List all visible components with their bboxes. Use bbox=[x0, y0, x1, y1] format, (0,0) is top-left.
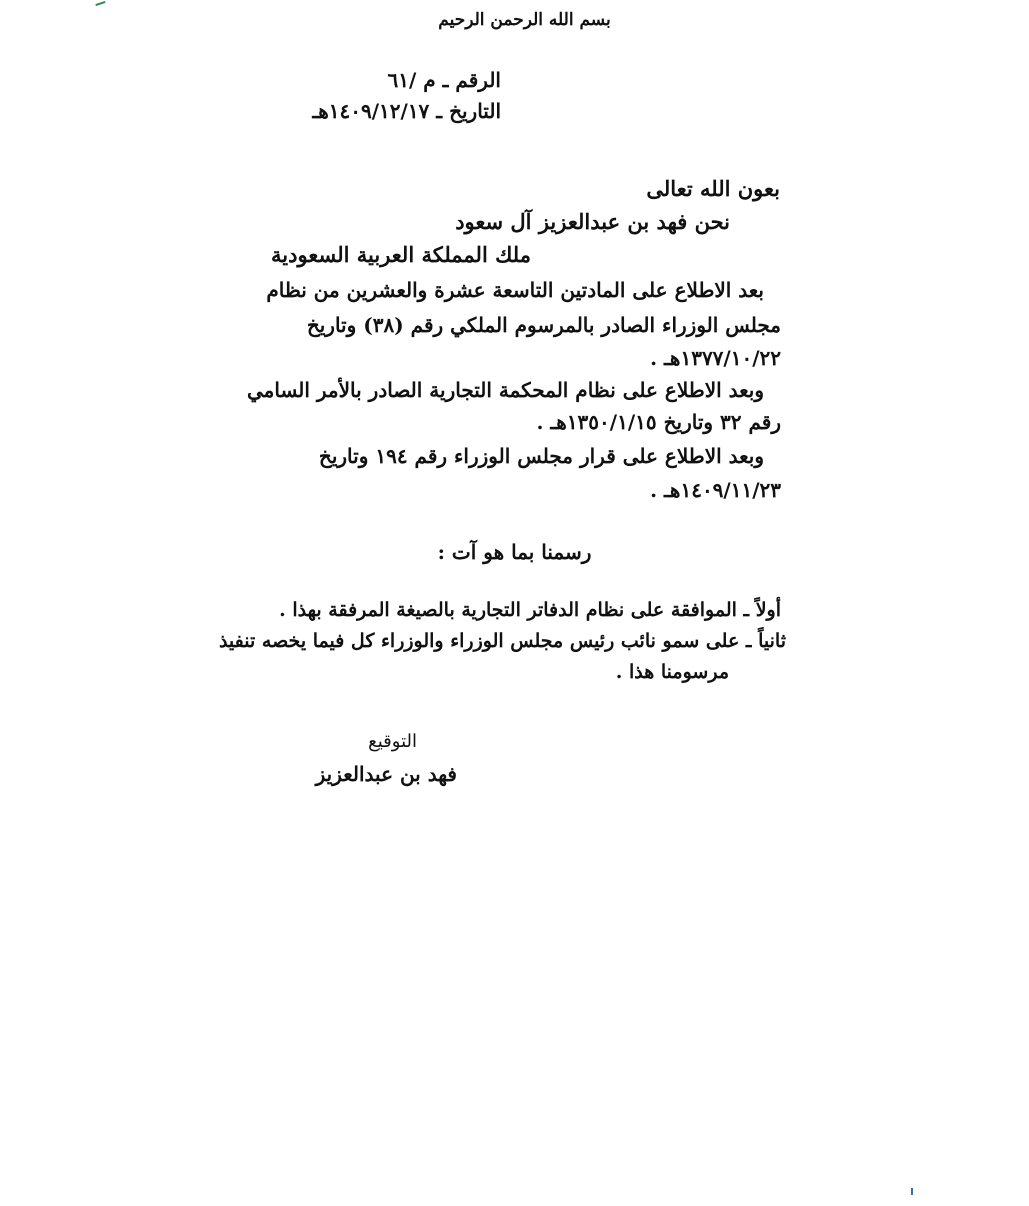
preamble-line: رقم ٣٢ وتاريخ ١٣٥٠/١/١٥هـ . bbox=[536, 410, 781, 434]
decree-heading: رسمنا بما هو آت : bbox=[437, 540, 592, 564]
preamble-line: ١٤٠٩/١١/٢٣هـ . bbox=[650, 478, 781, 502]
header-line-2: نحن فهد بن عبدالعزيز آل سعود bbox=[455, 209, 730, 234]
decree-item: أولاً ـ الموافقة على نظام الدفاتر التجارية بالصيغة المرفقة بهذا . bbox=[279, 599, 781, 621]
preamble-line: وبعد الاطلاع على نظام المحكمة التجارية الصادر بالأمر السامي bbox=[246, 378, 764, 402]
decree-item: مرسومنا هذا . bbox=[615, 661, 729, 683]
preamble-line: وبعد الاطلاع على قرار مجلس الوزراء رقم ١٩٤ وتاريخ bbox=[318, 444, 764, 468]
signature-label: التوقيع bbox=[368, 731, 417, 752]
header-line-3: ملك المملكة العربية السعودية bbox=[271, 242, 531, 267]
preamble-line: مجلس الوزراء الصادر بالمرسوم الملكي رقم (٣٨) وتاريخ bbox=[306, 313, 781, 337]
scan-speck bbox=[911, 1188, 913, 1195]
corner-mark bbox=[94, 0, 105, 6]
reference-number: الرقم ـ م /٦١ bbox=[387, 68, 501, 92]
preamble-line: بعد الاطلاع على المادتين التاسعة عشرة والعشرين من نظام bbox=[266, 278, 764, 302]
preamble-line: ١٣٧٧/١٠/٢٢هـ . bbox=[650, 346, 781, 370]
decree-item: ثانياً ـ على سمو نائب رئيس مجلس الوزراء والوزراء كل فيما يخصه تنفيذ bbox=[218, 630, 786, 652]
reference-date: التاريخ ـ ١٤٠٩/١٢/١٧هـ bbox=[312, 99, 501, 123]
basmala: بسم الله الرحمن الرحيم bbox=[438, 10, 611, 30]
header-line-1: بعون الله تعالى bbox=[646, 176, 780, 201]
signature-name: فهد بن عبدالعزيز bbox=[315, 762, 457, 786]
